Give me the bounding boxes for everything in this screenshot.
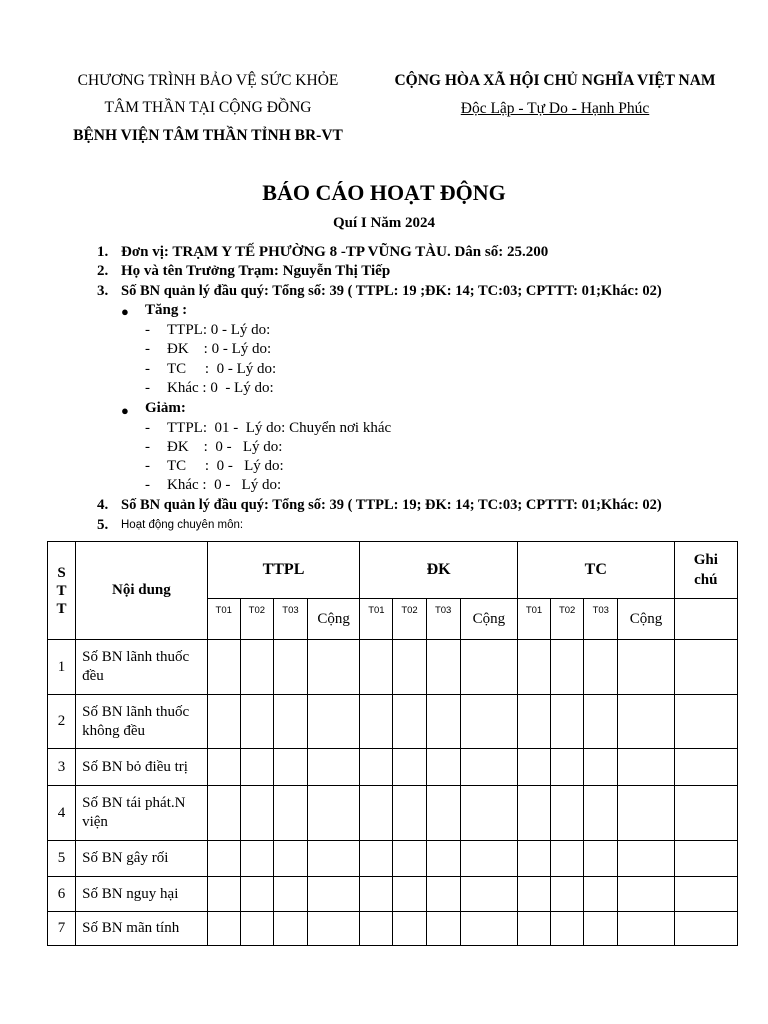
patients-end-quarter: Số BN quản lý đầu quý: Tổng số: 39 ( TTPL: 19; ĐK: 14; TC:03; CPTTT: 01;Khác: 02) (121, 497, 662, 513)
dash-icon: - (145, 420, 150, 436)
stt-header: S T T (48, 542, 76, 640)
data-cell[interactable] (551, 640, 584, 695)
data-cell[interactable] (618, 749, 674, 786)
data-cell[interactable] (674, 786, 737, 841)
month-header: T02 (240, 599, 273, 640)
unit-line: Đơn vị: TRẠM Y TẾ PHƯỜNG 8 -TP VŨNG TÀU. Dân số: 25.200 (121, 244, 549, 260)
month-header: T02 (393, 599, 426, 640)
row-content: Số BN gây rối (76, 841, 208, 877)
report-period: Quí I Năm 2024 (332, 215, 436, 231)
data-cell[interactable] (240, 912, 273, 946)
item-number-2: 2. (97, 263, 109, 279)
decrease-tc: TC : 0 - Lý do: (167, 458, 284, 474)
data-cell[interactable] (393, 841, 426, 877)
data-cell[interactable] (207, 877, 240, 912)
data-cell[interactable] (393, 640, 426, 695)
data-cell[interactable] (240, 695, 273, 749)
dash-icon: - (145, 477, 150, 493)
data-cell[interactable] (584, 877, 618, 912)
activities-label: Hoạt động chuyên môn: (121, 519, 244, 531)
decrease-ttpl: TTPL: 01 - Lý do: Chuyển nơi khác (167, 420, 392, 436)
data-cell[interactable] (674, 912, 737, 946)
item-number-4: 4. (97, 497, 109, 513)
data-cell[interactable] (551, 912, 584, 946)
bullet-icon: ● (121, 304, 129, 319)
data-cell[interactable] (393, 912, 426, 946)
row-content: Số BN lãnh thuốc đều (76, 640, 208, 695)
data-cell[interactable] (517, 841, 550, 877)
data-cell[interactable] (460, 749, 517, 786)
bullet-icon: ● (121, 403, 129, 418)
data-cell[interactable] (273, 912, 307, 946)
data-cell[interactable] (584, 912, 618, 946)
data-cell[interactable] (674, 640, 737, 695)
data-cell[interactable] (460, 841, 517, 877)
data-cell[interactable] (426, 841, 460, 877)
table-row (48, 841, 738, 877)
row-content: Số BN nguy hại (76, 877, 208, 912)
data-cell[interactable] (517, 877, 550, 912)
data-cell[interactable] (360, 877, 393, 912)
data-cell[interactable] (273, 786, 307, 841)
data-cell[interactable] (618, 640, 674, 695)
head-name-line: Họ và tên Trưởng Trạm: Nguyễn Thị Tiếp (121, 263, 391, 279)
data-cell[interactable] (517, 695, 550, 749)
row-number: 7 (48, 912, 76, 946)
data-cell[interactable] (618, 912, 674, 946)
sum-header: Cộng (460, 599, 517, 640)
row-number: 5 (48, 841, 76, 877)
group-header-tc: TC (517, 542, 674, 599)
table-row (48, 695, 738, 749)
data-cell[interactable] (551, 786, 584, 841)
increase-other: Khác : 0 - Lý do: (167, 380, 274, 396)
content-header: Nội dung (76, 542, 208, 640)
data-cell[interactable] (426, 912, 460, 946)
increase-label: Tăng : (145, 302, 188, 318)
data-cell[interactable] (618, 877, 674, 912)
data-cell[interactable] (240, 877, 273, 912)
data-cell[interactable] (460, 786, 517, 841)
month-header: T03 (426, 599, 460, 640)
data-cell[interactable] (360, 695, 393, 749)
table-row (48, 877, 738, 912)
report-title: BÁO CÁO HOẠT ĐỘNG (262, 180, 506, 205)
activity-table (47, 541, 738, 946)
table-row (48, 786, 738, 841)
data-cell[interactable] (308, 912, 360, 946)
data-cell[interactable] (273, 841, 307, 877)
data-cell[interactable] (207, 695, 240, 749)
data-cell[interactable] (517, 912, 550, 946)
data-cell[interactable] (308, 786, 360, 841)
data-cell[interactable] (308, 695, 360, 749)
data-cell[interactable] (426, 640, 460, 695)
data-cell[interactable] (240, 841, 273, 877)
data-cell[interactable] (426, 877, 460, 912)
data-cell[interactable] (517, 749, 550, 786)
data-cell[interactable] (273, 695, 307, 749)
data-cell[interactable] (360, 841, 393, 877)
data-cell[interactable] (551, 749, 584, 786)
row-content: Số BN bỏ điều trị (76, 749, 208, 786)
row-content: Số BN mãn tính (76, 912, 208, 946)
data-cell[interactable] (393, 786, 426, 841)
decrease-dk: ĐK : 0 - Lý do: (167, 439, 283, 455)
data-cell[interactable] (360, 912, 393, 946)
sum-header: Cộng (308, 599, 360, 640)
data-cell[interactable] (426, 749, 460, 786)
increase-dk: ĐK : 0 - Lý do: (167, 341, 272, 357)
national-title: CỘNG HÒA XÃ HỘI CHỦ NGHĨA VIỆT NAM (394, 72, 716, 89)
group-header-dk: ĐK (360, 542, 518, 599)
data-cell[interactable] (308, 877, 360, 912)
table-row (48, 912, 738, 946)
data-cell[interactable] (273, 877, 307, 912)
data-cell[interactable] (207, 841, 240, 877)
data-cell[interactable] (584, 749, 618, 786)
data-cell[interactable] (618, 695, 674, 749)
table-row (48, 640, 738, 695)
row-number: 2 (48, 695, 76, 749)
row-number: 6 (48, 877, 76, 912)
sum-header: Cộng (618, 599, 674, 640)
data-cell[interactable] (460, 877, 517, 912)
data-cell[interactable] (584, 695, 618, 749)
month-header: T01 (360, 599, 393, 640)
increase-ttpl: TTPL: 0 - Lý do: (167, 322, 271, 338)
data-cell[interactable] (674, 749, 737, 786)
data-cell[interactable] (674, 841, 737, 877)
item-number-3: 3. (97, 283, 109, 299)
dash-icon: - (145, 322, 150, 338)
data-cell[interactable] (426, 786, 460, 841)
data-cell[interactable] (393, 695, 426, 749)
data-cell[interactable] (273, 640, 307, 695)
data-cell[interactable] (517, 786, 550, 841)
month-header: T03 (273, 599, 307, 640)
data-cell[interactable] (551, 877, 584, 912)
data-cell[interactable] (426, 695, 460, 749)
data-cell[interactable] (308, 749, 360, 786)
data-cell[interactable] (240, 640, 273, 695)
month-header: T01 (207, 599, 240, 640)
data-cell[interactable] (360, 749, 393, 786)
data-cell[interactable] (240, 749, 273, 786)
data-cell[interactable] (618, 841, 674, 877)
data-cell[interactable] (584, 786, 618, 841)
data-cell[interactable] (551, 841, 584, 877)
data-cell[interactable] (460, 912, 517, 946)
table-row (48, 749, 738, 786)
dash-icon: - (145, 380, 150, 396)
data-cell[interactable] (674, 877, 737, 912)
program-name-line1: CHƯƠNG TRÌNH BẢO VỆ SỨC KHỎE (77, 72, 339, 89)
month-header: T03 (584, 599, 618, 640)
hospital-name: BỆNH VIỆN TÂM THẦN TỈNH BR-VT (73, 127, 343, 144)
dash-icon: - (145, 341, 150, 357)
note-header: Ghi chú (674, 542, 737, 599)
dash-icon: - (145, 361, 150, 377)
decrease-other: Khác : 0 - Lý do: (167, 477, 282, 493)
row-number: 1 (48, 640, 76, 695)
data-cell[interactable] (308, 640, 360, 695)
data-cell[interactable] (393, 877, 426, 912)
increase-tc: TC : 0 - Lý do: (167, 361, 277, 377)
data-cell[interactable] (517, 640, 550, 695)
data-cell[interactable] (360, 786, 393, 841)
dash-icon: - (145, 439, 150, 455)
row-content: Số BN lãnh thuốc không đều (76, 695, 208, 749)
month-header: T01 (517, 599, 550, 640)
data-cell[interactable] (207, 640, 240, 695)
decrease-label: Giảm: (145, 400, 186, 416)
group-header-ttpl: TTPL (207, 542, 360, 599)
data-cell[interactable] (360, 640, 393, 695)
data-cell[interactable] (551, 695, 584, 749)
patients-start-quarter: Số BN quản lý đầu quý: Tổng số: 39 ( TTPL: 19 ;ĐK: 14; TC:03; CPTTT: 01;Khác: 02) (121, 283, 662, 299)
note-cell (674, 599, 737, 640)
data-cell[interactable] (207, 786, 240, 841)
national-motto: Độc Lập - Tự Do - Hạnh Phúc (460, 100, 650, 117)
data-cell[interactable] (618, 786, 674, 841)
item-number-1: 1. (97, 244, 109, 260)
data-cell[interactable] (584, 841, 618, 877)
program-name-line2: TÂM THẦN TẠI CỘNG ĐỒNG (104, 99, 312, 116)
data-cell[interactable] (393, 749, 426, 786)
row-number: 4 (48, 786, 76, 841)
data-cell[interactable] (460, 640, 517, 695)
dash-icon: - (145, 458, 150, 474)
data-cell[interactable] (273, 749, 307, 786)
data-cell[interactable] (584, 640, 618, 695)
row-number: 3 (48, 749, 76, 786)
item-number-5: 5. (97, 517, 109, 533)
data-cell[interactable] (308, 841, 360, 877)
data-cell[interactable] (207, 749, 240, 786)
data-cell[interactable] (207, 912, 240, 946)
data-cell[interactable] (674, 695, 737, 749)
month-header: T02 (551, 599, 584, 640)
data-cell[interactable] (240, 786, 273, 841)
data-cell[interactable] (460, 695, 517, 749)
row-content: Số BN tái phát.N viện (76, 786, 208, 841)
